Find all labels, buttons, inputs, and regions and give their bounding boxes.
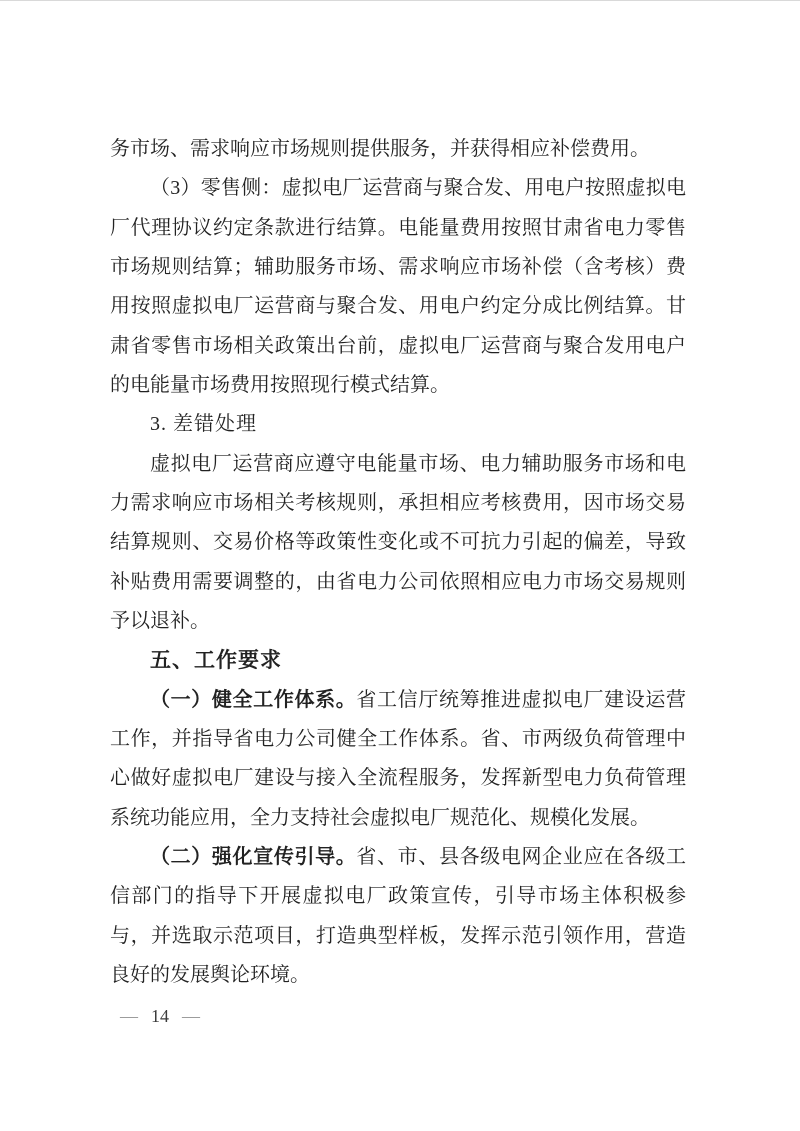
section-heading (110, 641, 686, 680)
text-line: 五、工作要求 (150, 649, 282, 673)
text-line: 3. 差错处理 (150, 413, 257, 436)
text-line: 良好的发展舆论环境。 (110, 963, 310, 986)
page-footer (120, 1004, 200, 1028)
text-line: 的电能量市场费用按照现行模式结算。 (110, 373, 450, 396)
text-line (110, 681, 686, 720)
paragraph (110, 681, 686, 838)
text-line: 结算规则、交易价格等政策性变化或不可抗力引起的偏差，导致 (110, 531, 686, 554)
paragraph-continuation (110, 130, 686, 169)
text-line: 与，并选取示范项目，打造典型样板，发挥示范引领作用，营造 (110, 924, 686, 947)
paragraph (110, 838, 686, 995)
paragraph-lead: （一）健全工作体系。 (150, 688, 357, 711)
text-line: 虚拟电厂运营商应遵守电能量市场、电力辅助服务市场和电 (150, 452, 686, 475)
text-line: 用按照虚拟电厂运营商与聚合发、用电户约定分成比例结算。甘 (110, 295, 686, 318)
text-line (110, 838, 686, 877)
paragraph (110, 169, 686, 405)
text-line: 力需求响应市场相关考核规则，承担相应考核费用，因市场交易 (110, 491, 686, 514)
text-line: 工作，并指导省电力公司健全工作体系。省、市两级负荷管理中 (110, 727, 686, 750)
paragraph-text: 省工信厅统筹推进虚拟电厂建设运营 (356, 688, 687, 711)
text-line: 市场规则结算；辅助服务市场、需求响应市场补偿（含考核）费 (110, 255, 686, 278)
scan-edge-artifact (0, 0, 800, 1)
footer-dash-left: — (120, 1006, 138, 1026)
text-line: 务市场、需求响应市场规则提供服务，并获得相应补偿费用。 (110, 138, 650, 160)
text-line: 补贴费用需要调整的，由省电力公司依照相应电力市场交易规则 (110, 570, 686, 593)
text-line: 信部门的指导下开展虚拟电厂政策宣传，引导市场主体积极参 (110, 885, 686, 908)
page-number: 14 (151, 1006, 169, 1026)
footer-dash-right: — (182, 1006, 200, 1026)
text-block (110, 130, 686, 995)
sub-heading (110, 405, 686, 444)
paragraph (110, 445, 686, 642)
text-line: 系统功能应用，全力支持社会虚拟电厂规范化、规模化发展。 (110, 806, 650, 829)
paragraph-text: 省、市、县各级电网企业应在各级工 (356, 845, 687, 868)
text-line: 心做好虚拟电厂建设与接入全流程服务，发挥新型电力负荷管理 (110, 767, 686, 790)
paragraph-lead: （二）强化宣传引导。 (150, 845, 357, 868)
text-line: 予以退补。 (110, 609, 210, 632)
text-line: 肃省零售市场相关政策出台前，虚拟电厂运营商与聚合发用电户 (110, 334, 686, 357)
text-line: 厂代理协议约定条款进行结算。电能量费用按照甘肃省电力零售 (110, 216, 686, 239)
text-line: （3）零售侧：虚拟电厂运营商与聚合发、用电户按照虚拟电 (150, 177, 686, 200)
